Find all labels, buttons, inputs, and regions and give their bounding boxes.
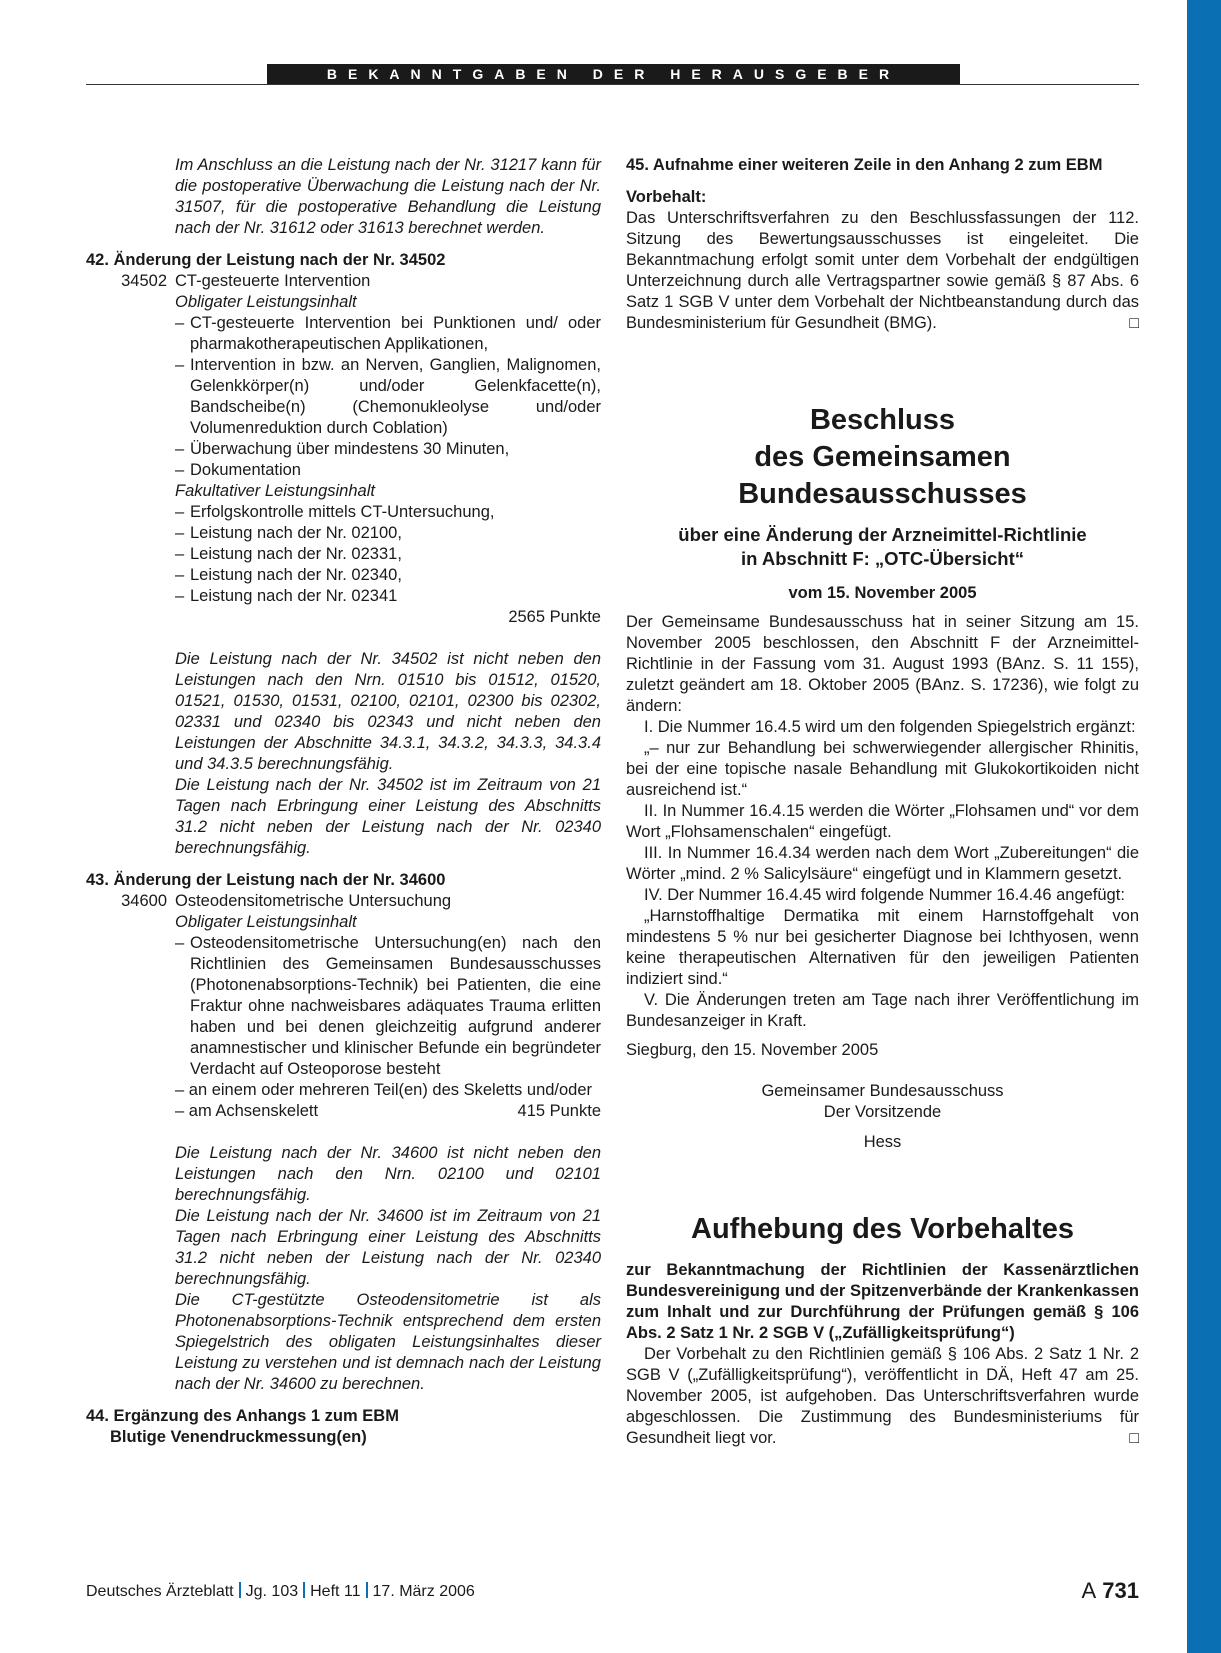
body-paragraph: „– nur zur Behandlung bei schwerwiegender allergischer Rhinitis, bei der eine topische nasale Behandlung mit Glukokortikoiden nicht ausreichend ist.“ xyxy=(626,739,1139,799)
points-row xyxy=(175,1101,601,1122)
page-footer xyxy=(86,1578,1139,1603)
aufhebung-title: Aufhebung des Vorbehaltes xyxy=(691,1213,1074,1245)
aufhebung-text: Der Vorbehalt zu den Richtlinien gemäß § 106 Abs. 2 Satz 1 Nr. 2 SGB V („Zufälligkeitsprüfung“), veröffentlicht in DÄ, Heft 47 am 25. November 2005, ist aufgehoben. Das Unterschriftsverfahren wurde abgeschlossen. Die Zustimmung des Bundesministeriums für Gesundheit liegt vor. □ xyxy=(626,1345,1139,1447)
list-item: – am Achsenskelett xyxy=(175,1102,319,1120)
section-43-heading: 43. Änderung der Leistung nach der Nr. 34600 xyxy=(86,871,446,889)
list-item: – Überwachung über mindestens 30 Minuten, xyxy=(175,439,601,460)
obligatory-label: Obligater Leistungsinhalt xyxy=(175,293,357,311)
footer-separator xyxy=(303,1582,305,1598)
signature-org: Gemeinsamer Bundesausschuss xyxy=(761,1082,1004,1100)
section-header: BEKANNTGABEN DER HERAUSGEBER xyxy=(267,64,960,84)
beschluss-date: vom 15. November 2005 xyxy=(788,584,977,602)
beschluss-subtitle: über eine Änderung der Arzneimittel-Richtlinie xyxy=(678,524,1087,545)
section-44-heading: 44. Ergänzung des Anhangs 1 zum EBM xyxy=(86,1407,399,1425)
optional-list xyxy=(86,502,601,607)
points-value: 415 Punkte xyxy=(517,1102,601,1120)
service-code: 34600 xyxy=(121,892,167,910)
service-note: Die Leistung nach der Nr. 34600 ist im Zeitraum von 21 Tagen nach Erbringung einer Leistung des Abschnitts 31.2 nicht neben der Leistung nach der Nr. 02340 berechnungsfähig. xyxy=(175,1207,601,1288)
body-paragraph: „Harnstoffhaltige Dermatika mit einem Harnstoffgehalt von mindestens 5 % nur bei gesicherter Diagnose bei Ichthyosen, wenn keine therapeutischen Alternativen für den jeweiligen Patienten indiziert sind.“ xyxy=(626,907,1139,988)
intro-note: Im Anschluss an die Leistung nach der Nr. 31217 kann für die postoperative Überwachung die Leistung nach der Nr. 31507, für die postoperative Behandlung die Leistung nach der Nr. 31612 oder 31613 berechnet werden. xyxy=(175,156,601,237)
service-note: Die Leistung nach der Nr. 34600 ist nicht neben den Leistungen nach den Nrn. 02100 und 02101 berechnungsfähig. xyxy=(175,1144,601,1204)
service-34600 xyxy=(86,891,601,912)
footer-separator xyxy=(239,1582,241,1598)
list-item: – Intervention in bzw. an Nerven, Ganglien, Malignomen, Gelenkkörper(n) und/oder Gelenkfacette(n), Bandscheibe(n) (Chemonukleolyse und/oder Volumenreduktion durch Coblation) xyxy=(175,355,601,439)
list-item: – Leistung nach der Nr. 02331, xyxy=(175,544,601,565)
obligatory-list xyxy=(86,933,601,1080)
beschluss-title: Beschluss xyxy=(809,404,956,436)
service-note: Die Leistung nach der Nr. 34502 ist im Zeitraum von 21 Tagen nach Erbringung einer Leistung des Abschnitts 31.2 nicht neben der Leistung nach der Nr. 02340 berechnungsfähig. xyxy=(175,776,601,857)
end-mark: □ xyxy=(1129,1430,1139,1447)
obligatory-label: Obligater Leistungsinhalt xyxy=(175,913,357,931)
right-column xyxy=(626,155,1139,1449)
body-paragraph: Der Gemeinsame Bundesausschuss hat in seiner Sitzung am 15. November 2005 beschlossen, den Abschnitt F der Arzneimittel-Richtlinie in der Fassung vom 31. August 1993 (BAnz. S. 11 155), zuletzt geändert am 18. Oktober 2005 (BAnz. S. 17236), wie folgt zu ändern: xyxy=(626,613,1139,715)
body-paragraph: V. Die Änderungen treten am Tage nach ihrer Veröffentlichung im Bundesanzeiger in Kraft. xyxy=(626,991,1139,1030)
list-item: – Osteodensitometrische Untersuchung(en) nach den Richtlinien des Gemeinsamen Bundesausschusses (Photonenabsorptions-Technik) bei Patienten, die eine Fraktur ohne nachweisbares adäquates Trauma erlitten haben und bei denen gleichzeitig aufgrund anderer anamnestischer und klinischer Befunde ein begründeter Verdacht auf Osteoporose besteht xyxy=(175,933,601,1080)
reservation-text: Das Unterschriftsverfahren zu den Beschlussfassungen der 112. Sitzung des Bewertungsausschusses ist eingeleitet. Die Bekanntmachung erfolgt somit unter dem Vorbehalt der endgültigen Unterzeichnung durch alle Vertragspartner sowie gemäß § 87 Abs. 6 Satz 1 SGB V unter dem Vorbehalt der Nichtbeanstandung durch das Bundesministerium für Gesundheit (BMG). □ xyxy=(626,209,1139,332)
section-42-heading: 42. Änderung der Leistung nach der Nr. 34502 xyxy=(86,251,446,269)
place-date: Siegburg, den 15. November 2005 xyxy=(626,1041,879,1059)
list-item: – CT-gesteuerte Intervention bei Punktionen und/ oder pharmakotherapeutischen Applikationen, xyxy=(175,313,601,355)
body-paragraph: IV. Der Nummer 16.4.45 wird folgende Nummer 16.4.46 angefügt: xyxy=(644,886,1125,904)
left-column xyxy=(86,155,601,1448)
side-color-bar xyxy=(1187,0,1221,1653)
extra-items xyxy=(86,1080,601,1122)
journal-name: Deutsches Ärzteblatt xyxy=(86,1583,234,1600)
signature-name: Hess xyxy=(863,1133,902,1151)
list-item: – Dokumentation xyxy=(175,460,601,481)
page-number: A 731 xyxy=(1081,1578,1139,1603)
journal-issue: Heft 11 xyxy=(310,1583,361,1600)
list-item: – an einem oder mehreren Teil(en) des Skeletts und/oder xyxy=(175,1081,593,1099)
obligatory-list xyxy=(86,313,601,481)
reservation-label: Vorbehalt: xyxy=(626,188,707,206)
service-34502 xyxy=(86,271,601,292)
beschluss-title-line2: des Gemeinsamen Bundesausschusses xyxy=(738,441,1027,510)
signature-role: Der Vorsitzende xyxy=(823,1103,942,1121)
service-note: Die CT-gestützte Osteodensitometrie ist als Photonenabsorptions-Technik entsprechend dem ersten Spiegelstrich des obligaten Leistungsinhaltes dieser Leistung zu verstehen und ist demnach nach der Leistung nach der Nr. 34600 zu berechnen. xyxy=(175,1291,601,1393)
journal-volume: Jg. 103 xyxy=(245,1583,299,1600)
beschluss-subtitle-line2: in Abschnitt F: „OTC-Übersicht“ xyxy=(741,548,1024,569)
section-45-heading: 45. Aufnahme einer weiteren Zeile in den Anhang 2 zum EBM xyxy=(626,156,1103,174)
optional-label: Fakultativer Leistungsinhalt xyxy=(175,482,375,500)
service-title: Osteodensitometrische Untersuchung xyxy=(175,892,452,910)
header-rule xyxy=(86,84,1139,85)
journal-date: 17. März 2006 xyxy=(372,1583,475,1600)
list-item: – Leistung nach der Nr. 02340, xyxy=(175,565,601,586)
list-item: – Leistung nach der Nr. 02100, xyxy=(175,523,601,544)
aufhebung-subtitle: zur Bekanntmachung der Richtlinien der Kassenärztlichen Bundesvereinigung und der Spitzenverbände der Krankenkassen zum Inhalt und zur Durchführung der Prüfungen gemäß § 106 Abs. 2 Satz 1 Nr. 2 SGB V („Zufälligkeitsprüfung“) xyxy=(626,1261,1139,1342)
list-item: – Erfolgskontrolle mittels CT-Untersuchung, xyxy=(175,502,601,523)
service-title: CT-gesteuerte Intervention xyxy=(175,272,371,290)
points-value: 2565 Punkte xyxy=(508,608,601,626)
body-paragraph: III. In Nummer 16.4.34 werden nach dem Wort „Zubereitungen“ die Wörter „mind. 2 % Salicylsäure“ eingefügt und in Klammern gesetzt. xyxy=(626,844,1139,883)
service-note: Die Leistung nach der Nr. 34502 ist nicht neben den Leistungen nach den Nrn. 01510 bis 01512, 01520, 01521, 01530, 01531, 02100, 02101, 02300 bis 02302, 02331 und 02340 bis 02343 und nicht neben den Leistungen der Abschnitte 34.3.1, 34.3.2, 34.3.3, 34.3.4 und 34.3.5 berechnungsfähig. xyxy=(175,650,601,773)
list-item: – Leistung nach der Nr. 02341 xyxy=(175,586,601,607)
end-mark: □ xyxy=(1129,315,1139,332)
body-paragraph: II. In Nummer 16.4.15 werden die Wörter „Flohsamen und“ vor dem Wort „Flohsamenschalen“ eingefügt. xyxy=(626,802,1139,841)
footer-separator xyxy=(366,1582,368,1598)
service-code: 34502 xyxy=(121,272,167,290)
body-paragraph: I. Die Nummer 16.4.5 wird um den folgenden Spiegelstrich ergänzt: xyxy=(644,718,1136,736)
section-44-sub: Blutige Venendruckmessung(en) xyxy=(110,1428,367,1446)
